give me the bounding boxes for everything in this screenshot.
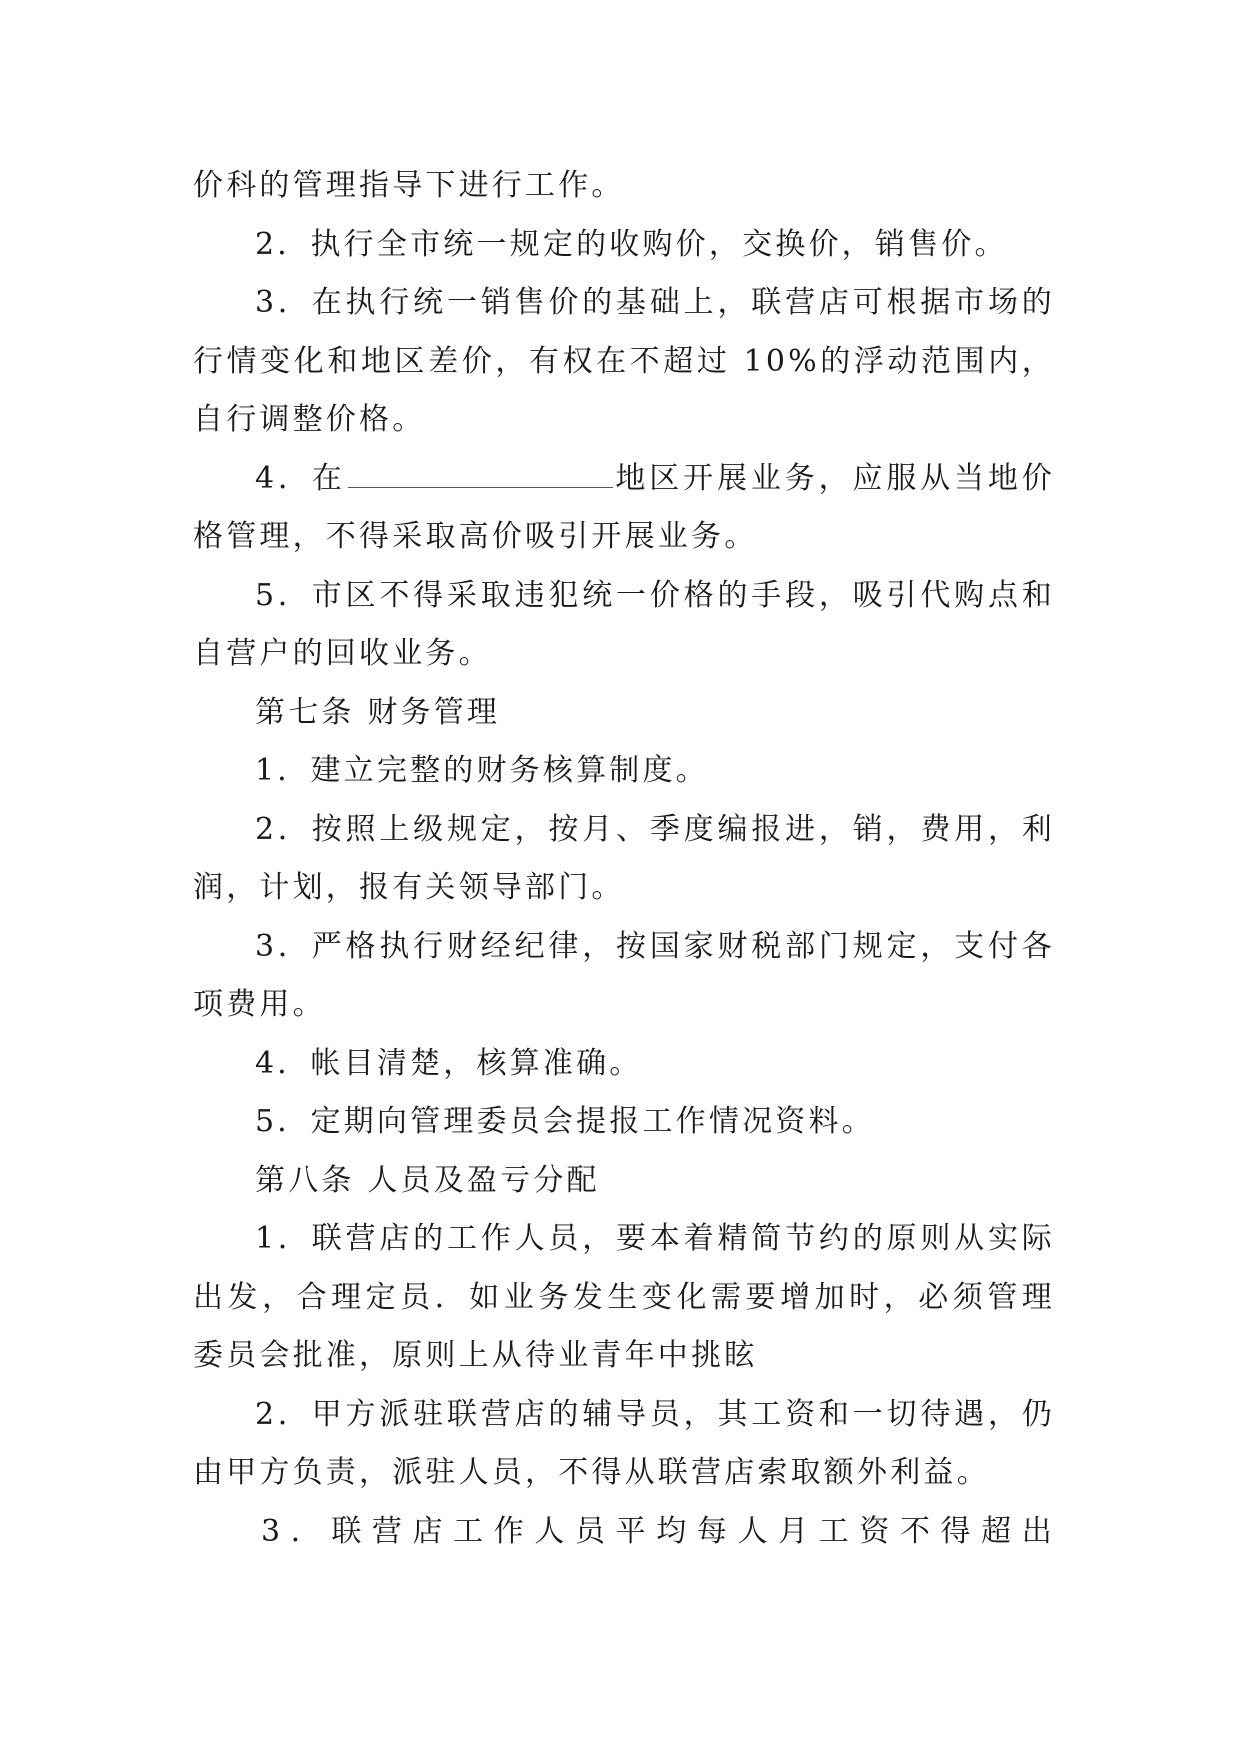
paragraph-finance-item-3: 3．严格执行财经纪律，按国家财税部门规定，支付各项费用。 <box>193 928 1055 1022</box>
paragraph-staff-item-1: 1．联营店的工作人员，要本着精简节约的原则从实际出发，合理定员．如业务发生变化需要增加时，必须管理委员会批准，原则上从待业青年中挑眩 <box>193 1221 1055 1373</box>
paragraph-finance-item-5: 5．定期向管理委员会提报工作情况资料。 <box>255 1104 875 1139</box>
paragraph-finance-item-2: 2．按照上级规定，按月、季度编报进，销，费用，利润，计划，报有关领导部门。 <box>193 811 1055 905</box>
paragraph-item-4-regional-business <box>193 450 1055 567</box>
item-4-prefix: 4．在 <box>255 460 346 496</box>
paragraph-staff-item-3: 3．联营店工作人员平均每人月工资不得超出 <box>261 1513 1055 1549</box>
document-page <box>193 157 1055 1561</box>
section-heading-article-8: 第八条 人员及盈亏分配 <box>255 1162 600 1198</box>
item-4-suffix: 地区开展业务，应服从当地价格管理，不得采取高价吸引开展业务。 <box>193 460 1055 554</box>
paragraph-item-2-unified-prices: 2．执行全市统一规定的收购价，交换价，销售价。 <box>255 226 1008 262</box>
section-heading-article-7: 第七条 财务管理 <box>255 694 501 730</box>
paragraph-item-3-price-adjustment: 3．在执行统一销售价的基础上，联营店可根据市场的行情变化和地区差价，有权在不超过 10%的浮动范围内，自行调整价格。 <box>193 285 1055 437</box>
paragraph-finance-item-1: 1．建立完整的财务核算制度。 <box>255 753 709 788</box>
fill-in-blank-line <box>348 457 613 488</box>
paragraph-continuation: 价科的管理指导下进行工作。 <box>193 168 625 203</box>
paragraph-finance-item-4: 4．帐目清楚，核算准确。 <box>255 1045 643 1081</box>
paragraph-staff-item-2: 2．甲方派驻联营店的辅导员，其工资和一切待遇，仍由甲方负责，派驻人员，不得从联营店索取额外利益。 <box>193 1396 1055 1490</box>
paragraph-item-5-no-violation: 5．市区不得采取违犯统一价格的手段，吸引代购点和自营户的回收业务。 <box>193 577 1055 671</box>
